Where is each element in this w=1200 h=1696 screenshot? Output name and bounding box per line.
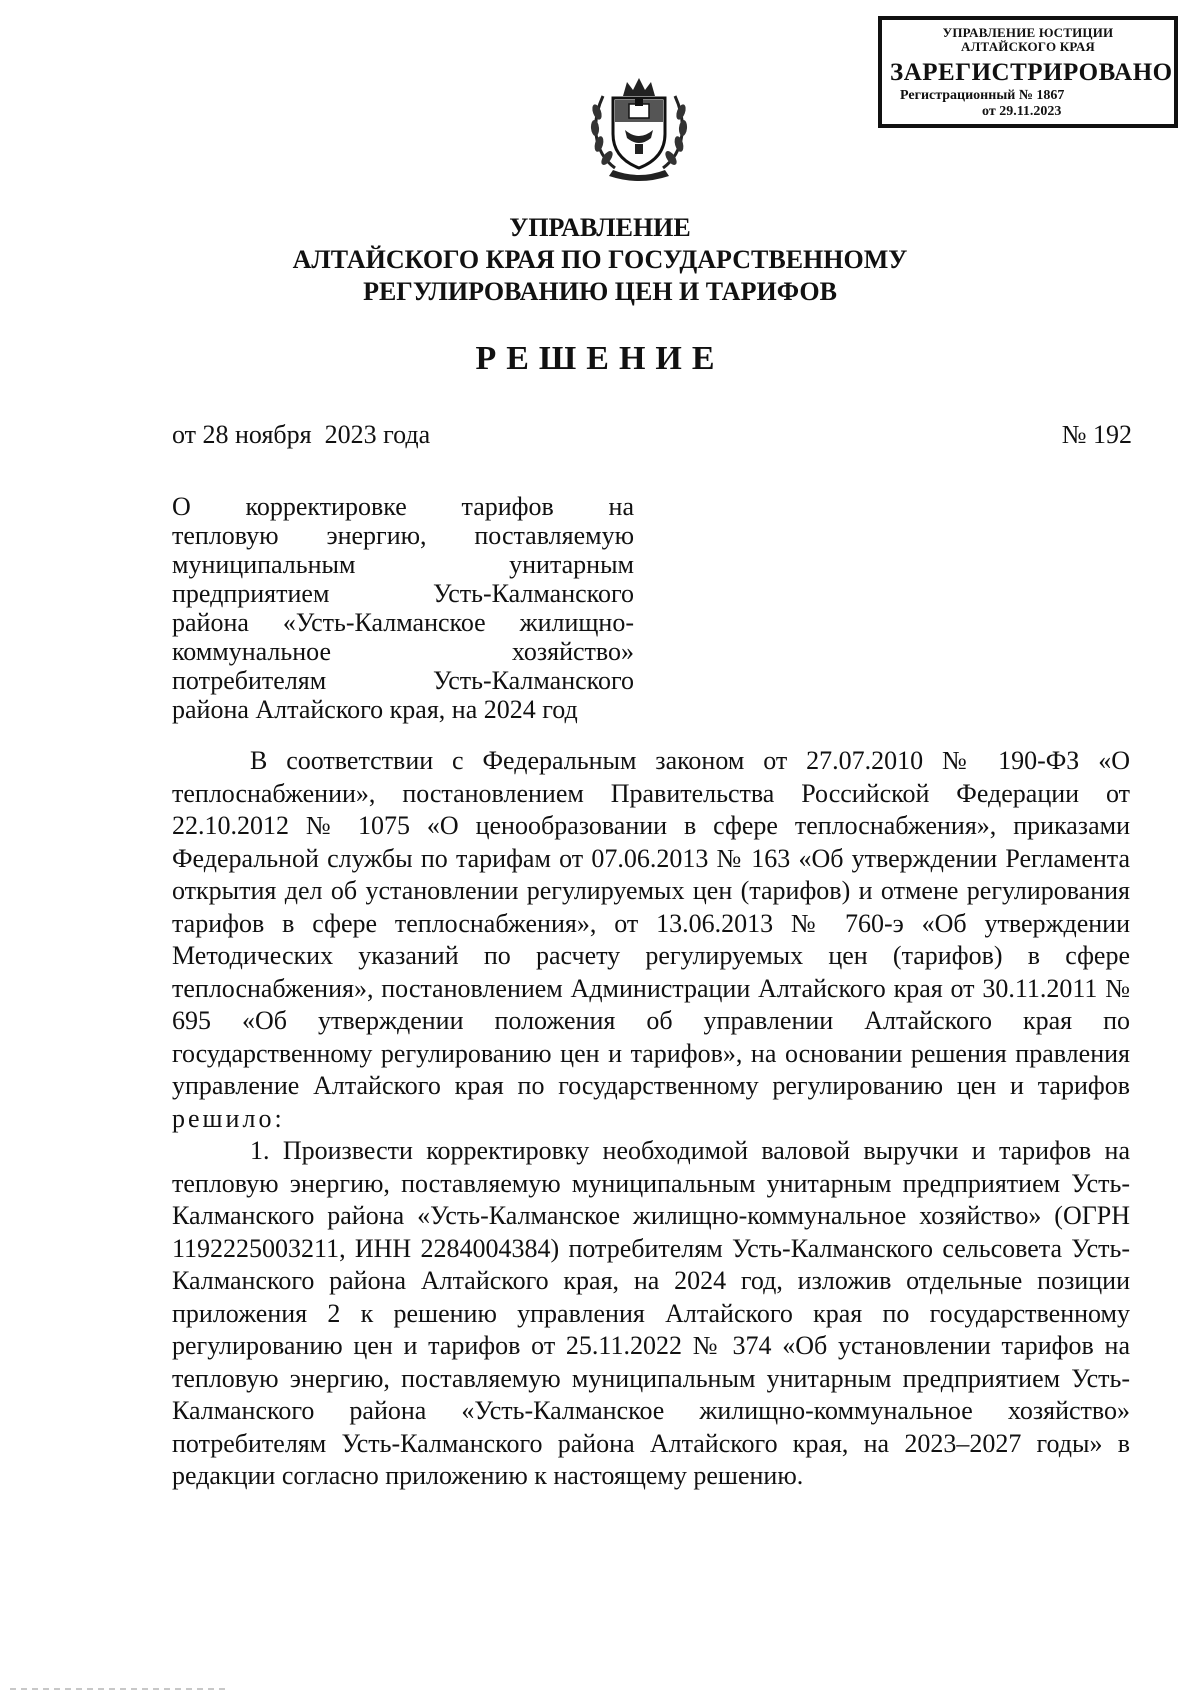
coat-of-arms-icon [585, 72, 693, 184]
subject-line: тепловую энергию, поставляемую [172, 521, 634, 550]
stamp-org-line1: УПРАВЛЕНИЕ ЮСТИЦИИ [942, 25, 1114, 40]
scan-artifact-divider [10, 1688, 230, 1690]
authority-line3: РЕГУЛИРОВАНИЮ ЦЕН И ТАРИФОВ [363, 277, 837, 306]
subject-line: коммунальное хозяйство» [172, 637, 634, 666]
stamp-org-line2: АЛТАЙСКОГО КРАЯ [961, 39, 1095, 54]
subject-line: предприятием Усть-Калманского [172, 579, 634, 608]
subject-line: района Алтайского края, на 2024 год [172, 695, 578, 724]
authority-line1: УПРАВЛЕНИЕ [509, 213, 691, 242]
document-number: № 192 [1061, 420, 1132, 449]
document-type-title: РЕШЕНИЕ [475, 340, 725, 377]
resolved-word: решило: [172, 1103, 285, 1133]
document-date: от 28 ноября 2023 года [172, 420, 431, 449]
document-body [172, 745, 1130, 1493]
subject-line: муниципальным унитарным [172, 550, 634, 579]
subject-line: О корректировке тарифов на [172, 492, 634, 521]
authority-line2: АЛТАЙСКОГО КРАЯ ПО ГОСУДАРСТВЕННОМУ [292, 245, 908, 274]
issuing-authority [100, 212, 1100, 308]
preamble-paragraph [172, 745, 1130, 1135]
stamp-reg-number: Регистрационный № 1867 [900, 88, 1065, 103]
subject-line: района «Усть-Калманское жилищно- [172, 608, 634, 637]
clause-1-paragraph: 1. Произвести корректировку необходимой валовой выручки и тарифов на тепловую энергию, поставляемую муниципальным унитарным предприятием Усть-Калманского района «Усть-Калманское жилищно-коммунальное хозяйство» (ОГРН 1192225003211, ИНН 2284004384) потребителям Усть-Калманского сельсовета Усть-Калманского района Алтайского края, на 2024 год, изложив отдельные позиции приложения 2 к решению управления Алтайского края по государственному регулированию цен и тарифов от 25.11.2022 № 374 «Об установлении тарифов на тепловую энергию, поставляемую муниципальным унитарным предприятием Усть-Калманского района «Усть-Калманское жилищно-коммунальное хозяйство» потребителям Усть-Калманского района Алтайского края, на 2023–2027 годы» в редакции согласно приложению к настоящему решению. [172, 1136, 1130, 1490]
subject-line: потребителям Усть-Калманского [172, 666, 634, 695]
registration-stamp [878, 16, 1178, 128]
stamp-status: ЗАРЕГИСТРИРОВАНО [890, 59, 1173, 86]
document-subject [172, 492, 634, 724]
preamble-text: В соответствии с Федеральным законом от 27.07.2010 № 190-ФЗ «О теплоснабжении», постановлением Правительства Российской Федерации от 22.10.2012 № 1075 «О ценообразовании в сфере теплоснабжения», приказами Федеральной службы по тарифам от 07.06.2013 № 163 «Об утверждении Регламента открытия дел об установлении регулируемых цен (тарифов) и отмене регулирования тарифов в сфере теплоснабжения», от 13.06.2013 № 760-э «Об утверждении Методических указаний по расчету регулируемых цен (тарифов) в сфере теплоснабжения», постановлением Администрации Алтайского края от 30.11.2011 № 695 «Об утверждении положения об управлении Алтайского края по государственному регулированию цен и тарифов», на основании решения правления управление Алтайского края по государственному регулированию цен и тарифов [172, 746, 1130, 1100]
stamp-reg-date: от 29.11.2023 [982, 104, 1062, 119]
